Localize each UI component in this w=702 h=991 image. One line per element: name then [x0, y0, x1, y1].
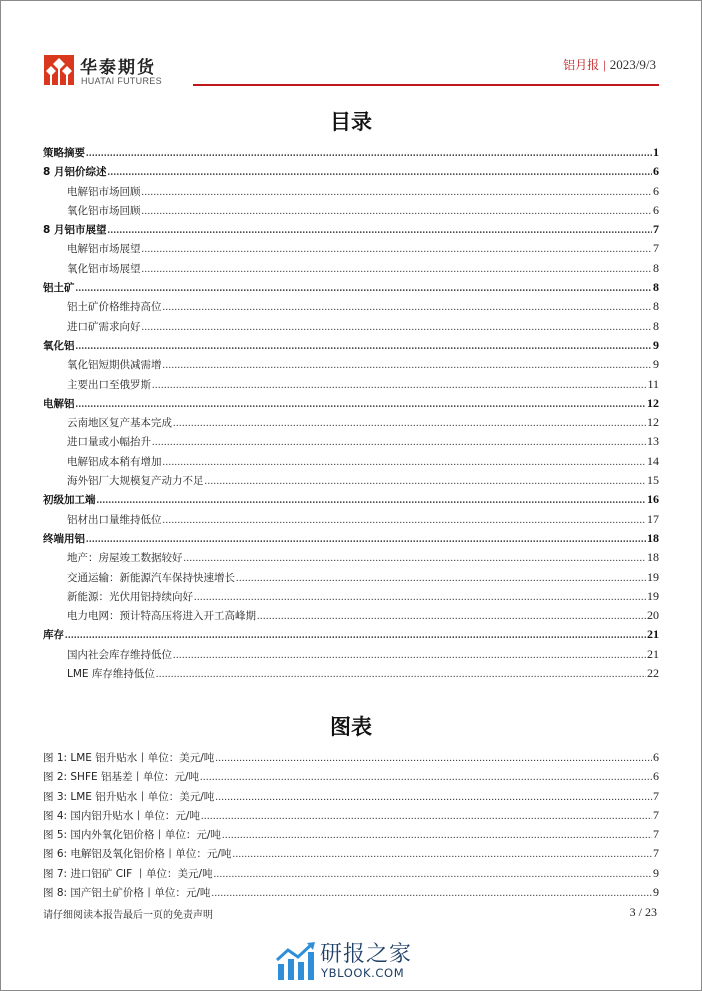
toc-leader-dots: [65, 630, 646, 641]
figure-list-link[interactable]: [43, 808, 659, 827]
toc-entry-label: 氧化铝短期供减需增: [67, 359, 162, 372]
figure-entry-label: 图 2: SHFE 铝基差丨单位：元/吨: [43, 771, 200, 784]
toc-leader-dots: [142, 187, 653, 198]
toc-section-link[interactable]: [43, 203, 659, 222]
toc-leader-dots: [152, 437, 646, 448]
toc-leader-dots: [205, 476, 647, 487]
toc-leader-dots: [142, 264, 653, 275]
figure-entry-page: 7: [653, 827, 659, 842]
toc-entry-label: 库存: [43, 629, 64, 642]
toc-section-link[interactable]: [43, 319, 659, 338]
toc-entry-page: 19: [647, 569, 659, 584]
toc-entry-label: 交通运输：新能源汽车保持快速增长: [67, 571, 235, 584]
figure-entry-page: 9: [653, 885, 659, 900]
toc-entry-label: 氧化铝: [43, 339, 75, 352]
toc-section-link[interactable]: [43, 512, 659, 531]
toc-entry-page: 6: [653, 183, 659, 198]
toc-chapter-link[interactable]: [43, 396, 659, 415]
figure-entry-label: 图 3: LME 铝升贴水丨单位：美元/吨: [43, 790, 215, 803]
toc-entry-page: 22: [647, 666, 659, 681]
page-indicator: 3 / 23: [629, 905, 657, 919]
table-of-contents: [43, 145, 659, 685]
toc-entry-label: 云南地区复产基本完成: [67, 417, 172, 430]
toc-section-link[interactable]: [43, 184, 659, 203]
toc-entry-label: 氧化铝市场回顾: [67, 204, 141, 217]
report-date: 2023/9/3: [609, 57, 656, 72]
figure-leader-dots: [215, 753, 652, 764]
toc-entry-label: 电解铝市场回顾: [67, 185, 141, 198]
toc-entry-page: 1: [653, 145, 659, 159]
toc-chapter-link[interactable]: [43, 222, 659, 241]
huatai-logo-icon: [44, 55, 74, 85]
toc-chapter-link[interactable]: [43, 338, 659, 357]
header-separator: |: [603, 57, 606, 72]
toc-section-link[interactable]: [43, 357, 659, 376]
toc-chapter-link[interactable]: [43, 280, 659, 299]
figure-list-link[interactable]: [43, 789, 659, 808]
figure-leader-dots: [214, 869, 652, 880]
figure-list-link[interactable]: [43, 846, 659, 865]
figure-entry-page: 9: [653, 865, 659, 880]
figure-leader-dots: [222, 830, 652, 841]
toc-entry-label: 电力电网：预计特高压将进入开工高峰期: [67, 610, 256, 623]
toc-section-link[interactable]: [43, 454, 659, 473]
toc-entry-page: 16: [647, 492, 659, 507]
figure-list: [43, 750, 659, 904]
toc-entry-page: 8: [653, 260, 659, 275]
toc-leader-dots: [142, 206, 653, 217]
toc-entry-label: 电解铝市场展望: [67, 243, 141, 256]
toc-entry-label: 电解铝成本稍有增加: [67, 455, 162, 468]
figure-list-link[interactable]: [43, 769, 659, 788]
toc-entry-label: 海外铝厂大规模复产动力不足: [67, 475, 204, 488]
toc-entry-page: 14: [647, 453, 659, 468]
toc-leader-dots: [76, 399, 647, 410]
watermark-name-cn: 研报之家: [320, 942, 413, 967]
toc-leader-dots: [163, 515, 647, 526]
toc-section-link[interactable]: [43, 261, 659, 280]
header-divider: [193, 84, 659, 86]
toc-chapter-link[interactable]: [43, 531, 659, 550]
yblook-watermark: [276, 938, 466, 988]
toc-entry-page: 12: [647, 395, 659, 410]
toc-entry-label: 铝土矿价格维持高位: [67, 301, 162, 314]
figures-title: 图表: [330, 715, 372, 739]
toc-section-link[interactable]: [43, 241, 659, 260]
toc-entry-page: 21: [647, 646, 659, 661]
toc-entry-page: 9: [653, 337, 659, 352]
toc-leader-dots: [76, 341, 653, 352]
toc-leader-dots: [163, 457, 647, 468]
toc-leader-dots: [86, 148, 652, 159]
toc-entry-label: 进口矿需求向好: [67, 320, 141, 333]
disclaimer-note: 请仔细阅读本报告最后一页的免责声明: [43, 910, 213, 921]
toc-leader-dots: [236, 573, 646, 584]
brand-name-cn: 华泰期货: [80, 58, 156, 78]
toc-entry-page: 12: [647, 415, 659, 430]
figure-leader-dots: [232, 849, 652, 860]
toc-entry-page: 19: [647, 588, 659, 603]
toc-leader-dots: [194, 592, 646, 603]
figure-leader-dots: [200, 772, 652, 783]
figure-entry-label: 图 7: 进口铝矿 CIF 丨单位：美元/吨: [43, 867, 213, 880]
toc-entry-label: 电解铝: [43, 397, 75, 410]
toc-entry-page: 17: [647, 511, 659, 526]
toc-entry-label: 8 月铝市展望: [43, 224, 107, 237]
toc-entry-label: 国内社会库存维持低位: [67, 648, 172, 661]
toc-leader-dots: [173, 418, 646, 429]
toc-leader-dots: [142, 322, 653, 333]
toc-entry-page: 7: [653, 222, 659, 237]
toc-section-link[interactable]: [43, 608, 659, 627]
toc-entry-page: 18: [647, 550, 659, 565]
figure-list-link[interactable]: [43, 885, 659, 904]
toc-section-link[interactable]: [43, 666, 659, 685]
toc-entry-page: 6: [653, 202, 659, 217]
toc-section-link[interactable]: [43, 415, 659, 434]
toc-section-link[interactable]: [43, 434, 659, 453]
toc-entry-label: 氧化铝市场展望: [67, 262, 141, 275]
toc-entry-label: LME 库存维持低位: [67, 668, 155, 681]
toc-entry-label: 铝土矿: [43, 282, 75, 295]
watermark-name-en: YBLOOK.COM: [321, 966, 405, 980]
figure-list-link[interactable]: [43, 866, 659, 885]
toc-entry-page: 7: [653, 241, 659, 256]
toc-entry-label: 终端用铝: [43, 532, 85, 545]
toc-entry-page: 15: [647, 473, 659, 488]
report-meta: [563, 56, 656, 73]
toc-entry-label: 初级加工端: [43, 494, 96, 507]
toc-leader-dots: [257, 611, 646, 622]
figure-entry-label: 图 1: LME 铝升贴水丨单位：美元/吨: [43, 752, 215, 764]
toc-chapter-link[interactable]: [43, 164, 659, 183]
toc-leader-dots: [97, 495, 647, 506]
toc-entry-label: 新能源：光伏用铝持续向好: [67, 590, 193, 603]
toc-chapter-link[interactable]: [43, 627, 659, 646]
toc-section-link[interactable]: [43, 377, 659, 396]
toc-entry-page: 20: [647, 608, 659, 623]
figure-leader-dots: [211, 888, 652, 899]
figure-entry-page: 6: [653, 750, 659, 764]
toc-leader-dots: [107, 225, 652, 236]
toc-entry-page: 8: [653, 280, 659, 295]
figure-entry-label: 图 8: 国产铝土矿价格丨单位：元/吨: [43, 887, 211, 900]
figure-entry-label: 图 6: 电解铝及氧化铝价格丨单位：元/吨: [43, 848, 232, 861]
toc-entry-label: 策略摘要: [43, 147, 85, 159]
figure-entry-page: 7: [653, 788, 659, 803]
toc-entry-page: 9: [653, 357, 659, 372]
toc-section-link[interactable]: [43, 570, 659, 589]
toc-entry-page: 18: [647, 530, 659, 545]
toc-entry-label: 主要出口至俄罗斯: [67, 378, 151, 391]
toc-leader-dots: [107, 167, 652, 178]
toc-entry-label: 8 月铝价综述: [43, 166, 107, 179]
toc-entry-page: 13: [647, 434, 659, 449]
figure-leader-dots: [215, 792, 652, 803]
figure-list-link[interactable]: [43, 750, 659, 769]
toc-entry-label: 铝材出口量维持低位: [67, 513, 162, 526]
figure-list-link[interactable]: [43, 827, 659, 846]
figure-entry-label: 图 4: 国内铝升贴水丨单位：元/吨: [43, 809, 200, 822]
toc-entry-page: 6: [653, 164, 659, 179]
toc-section-link[interactable]: [43, 299, 659, 318]
rising-bars-logo-icon: [276, 942, 316, 980]
toc-entry-page: 11: [647, 376, 659, 391]
toc-title: 目录: [330, 110, 372, 134]
toc-entry-page: 21: [647, 627, 659, 642]
toc-leader-dots: [184, 553, 647, 564]
toc-leader-dots: [163, 302, 653, 313]
toc-entry-page: 8: [653, 299, 659, 314]
toc-leader-dots: [163, 360, 653, 371]
toc-leader-dots: [173, 650, 646, 661]
toc-chapter-link[interactable]: [43, 492, 659, 511]
figure-entry-page: 6: [653, 769, 659, 784]
toc-section-link[interactable]: [43, 473, 659, 492]
toc-section-link[interactable]: [43, 550, 659, 569]
report-type: 铝月报: [563, 58, 600, 72]
toc-leader-dots: [142, 244, 653, 255]
toc-leader-dots: [152, 380, 646, 391]
toc-entry-label: 进口量或小幅抬升: [67, 436, 151, 449]
toc-entry-page: 8: [653, 318, 659, 333]
toc-section-link[interactable]: [43, 589, 659, 608]
toc-leader-dots: [86, 534, 646, 545]
figure-entry-label: 图 5: 国内外氧化铝价格丨单位：元/吨: [43, 829, 221, 842]
figure-leader-dots: [201, 811, 652, 822]
toc-entry-label: 地产：房屋竣工数据较好: [67, 552, 183, 565]
toc-section-link[interactable]: [43, 647, 659, 666]
toc-chapter-link[interactable]: [43, 145, 659, 164]
figure-entry-page: 7: [653, 846, 659, 861]
toc-leader-dots: [76, 283, 653, 294]
figure-entry-page: 7: [653, 807, 659, 822]
toc-leader-dots: [156, 669, 646, 680]
brand-name-en: HUATAI FUTURES: [81, 76, 162, 86]
